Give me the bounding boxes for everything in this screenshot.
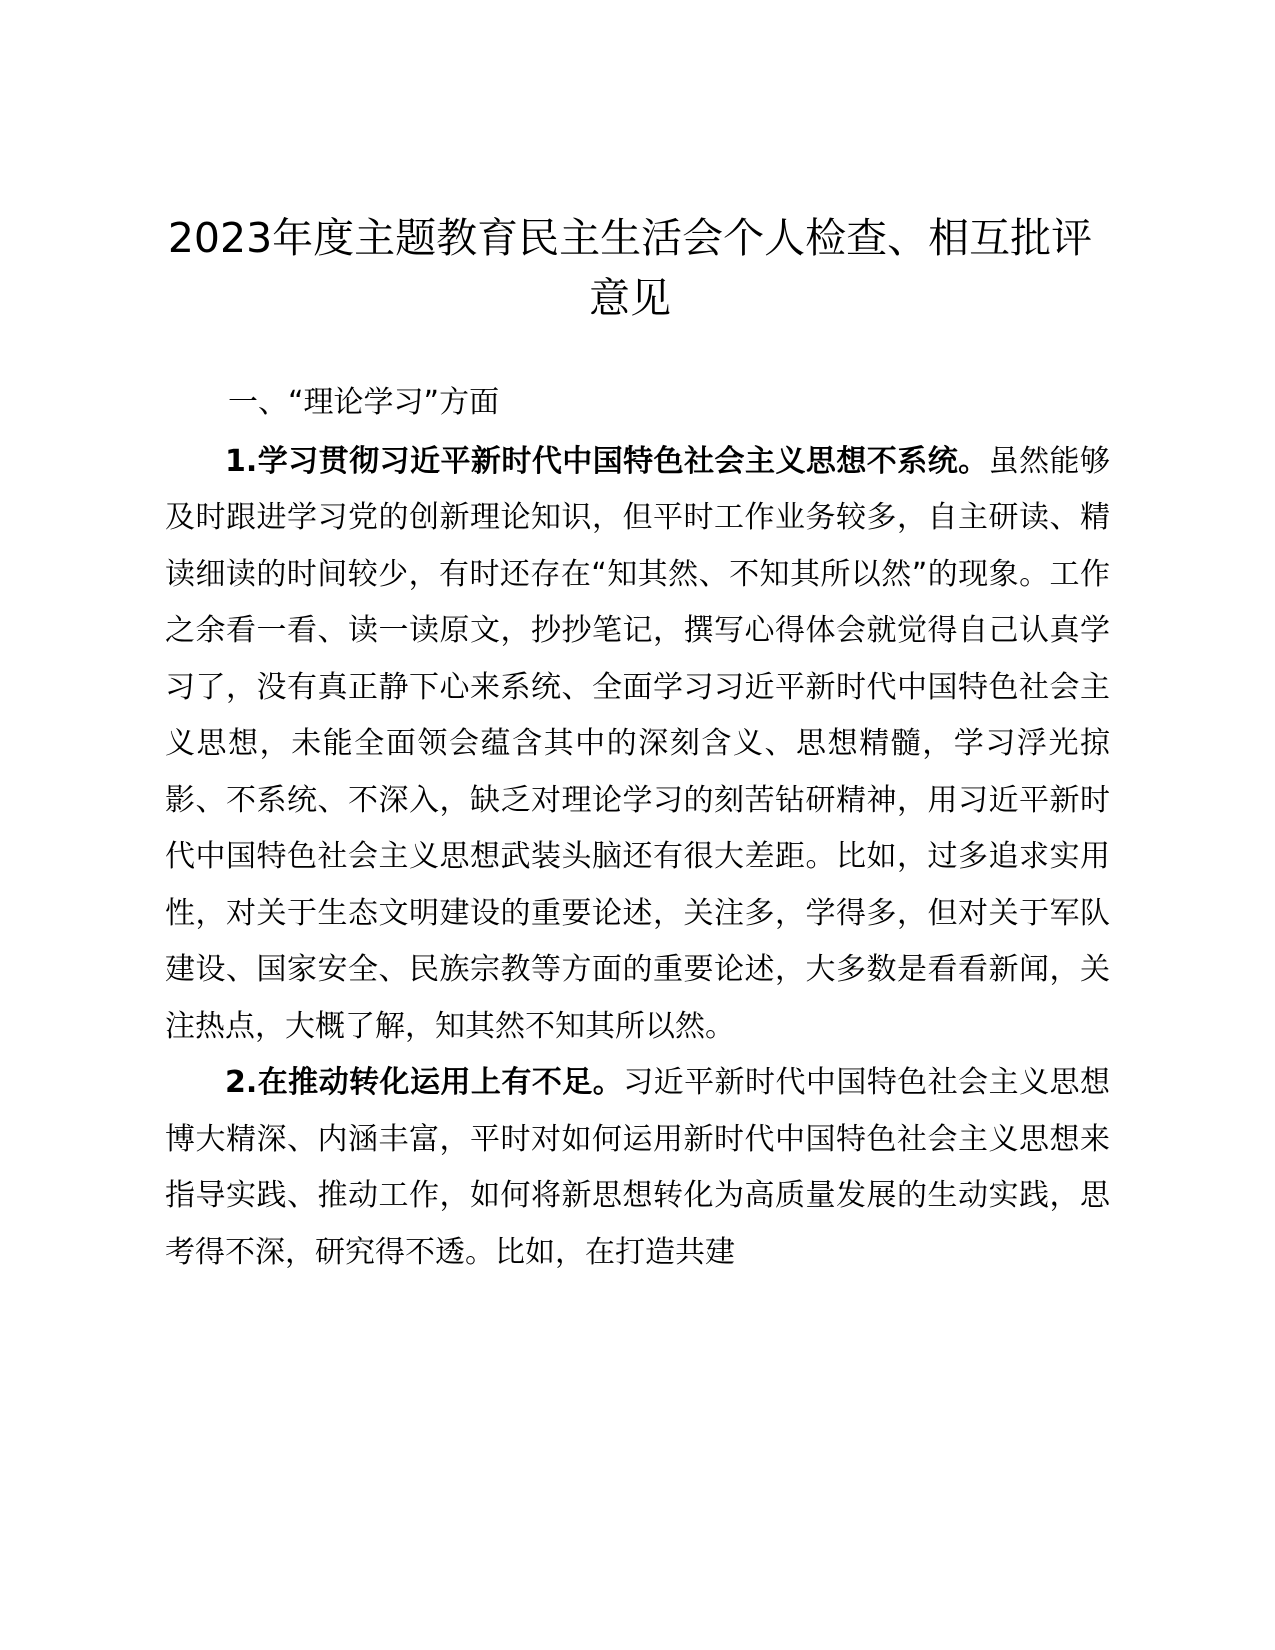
section-heading: 一、“理论学习”方面 — [228, 385, 500, 420]
document-title: 2023年度主题教育民主生活会个人检查、相互批评意见 — [167, 214, 1093, 322]
document-body — [165, 375, 1110, 1281]
paragraph-2-text: 习近平新时代中国特色社会主义思想博大精深、内涵丰富，平时对如何运用新时代中国特色社会主义思想来指导实践、推动工作，如何将新思想转化为高质量发展的生动实践，思考得不深，研究得不透。比如，在打造共建 — [165, 1065, 1111, 1270]
paragraph-1-lead: 1.学习贯彻习近平新时代中国特色社会主义思想不系统。 — [225, 443, 989, 479]
paragraph-2-lead: 2.在推动转化运用上有不足。 — [225, 1065, 624, 1100]
paragraph-2 — [165, 1055, 1110, 1281]
paragraph-1-text: 虽然能够及时跟进学习党的创新理论知识，但平时工作业务较多，自主研读、精读细读的时间较少，有时还存在“知其然、不知其所以然”的现象。工作之余看一看、读一读原文，抄抄笔记，撰写心得体会就觉得自己认真学习了，没有真正静下心来系统、全面学习习近平新时代中国特色社会主义思想，未能全面领会蕴含其中的深刻含义、思想精髓，学习浮光掠影、不系统、不深入，缺乏对理论学习的刻苦钻研精神，用习近平新时代中国特色社会主义思想武装头脑还有很大差距。比如，过多追求实用性，对关于生态文明建设的重要论述，关注多，学得多，但对关于军队建设、国家安全、民族宗教等方面的重要论述，大多数是看看新闻，关注热点，大概了解，知其然不知其所以然。 — [165, 443, 1111, 1044]
paragraph-1 — [165, 434, 1110, 1056]
